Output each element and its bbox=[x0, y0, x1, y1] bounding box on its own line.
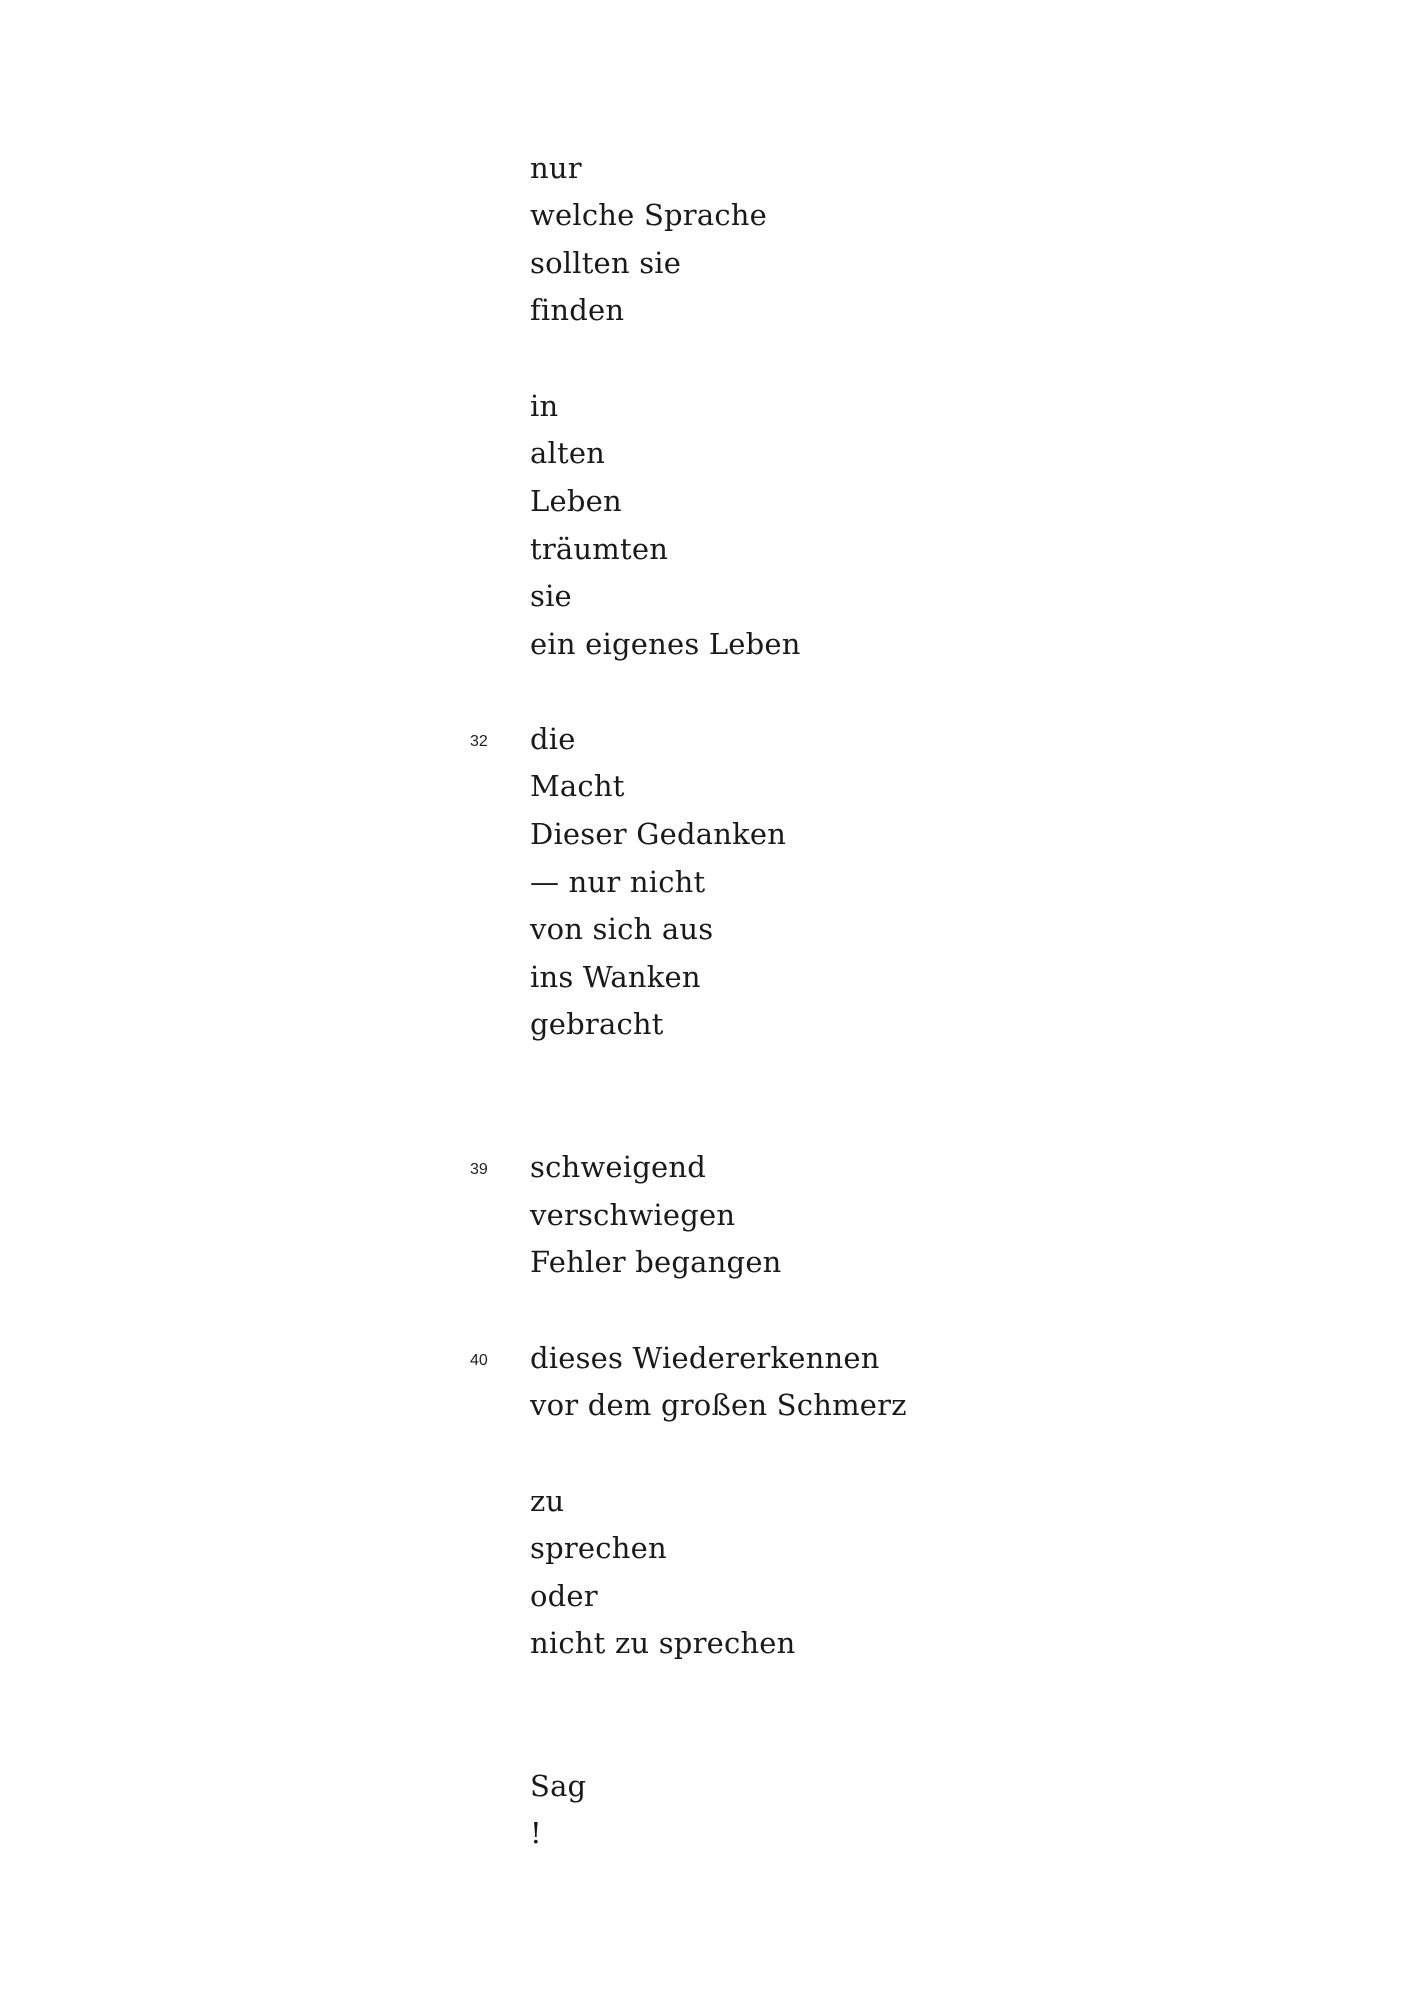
poem-line: — nur nicht bbox=[530, 865, 706, 899]
line-number: 32 bbox=[470, 733, 488, 750]
line-number: 39 bbox=[470, 1161, 488, 1178]
poem-line: in bbox=[530, 389, 559, 423]
poem-line: dieses Wiedererkennen bbox=[530, 1341, 880, 1375]
poem-line: Sag bbox=[530, 1769, 587, 1803]
poem-line: von sich aus bbox=[530, 912, 714, 946]
poem-line: welche Sprache bbox=[530, 198, 768, 232]
poem-line: zu bbox=[530, 1484, 565, 1518]
poem-line: schweigend bbox=[530, 1150, 707, 1184]
poem-line: nicht zu sprechen bbox=[530, 1626, 796, 1660]
poem-line: Leben bbox=[530, 484, 622, 518]
poem-line: ins Wanken bbox=[530, 960, 701, 994]
poem-line: verschwiegen bbox=[530, 1198, 736, 1232]
line-number: 40 bbox=[470, 1352, 488, 1369]
poem-line: sprechen bbox=[530, 1531, 667, 1565]
poem-line: Macht bbox=[530, 769, 625, 803]
poem-line: Dieser Gedanken bbox=[530, 817, 787, 851]
poem-line: finden bbox=[530, 293, 625, 327]
poem-line: oder bbox=[530, 1579, 598, 1613]
poem-line: alten bbox=[530, 436, 606, 470]
poem-line: ein eigenes Leben bbox=[530, 627, 801, 661]
poem-line: sollten sie bbox=[530, 246, 682, 280]
poem-line: die bbox=[530, 722, 576, 756]
poem-line: Fehler begangen bbox=[530, 1245, 782, 1279]
poem-line: nur bbox=[530, 151, 582, 185]
poem-line: vor dem großen Schmerz bbox=[530, 1388, 907, 1422]
poem-line: träumten bbox=[530, 532, 669, 566]
poem-line: ! bbox=[530, 1816, 542, 1850]
poem-line: gebracht bbox=[530, 1007, 664, 1041]
poem-line: sie bbox=[530, 579, 572, 613]
